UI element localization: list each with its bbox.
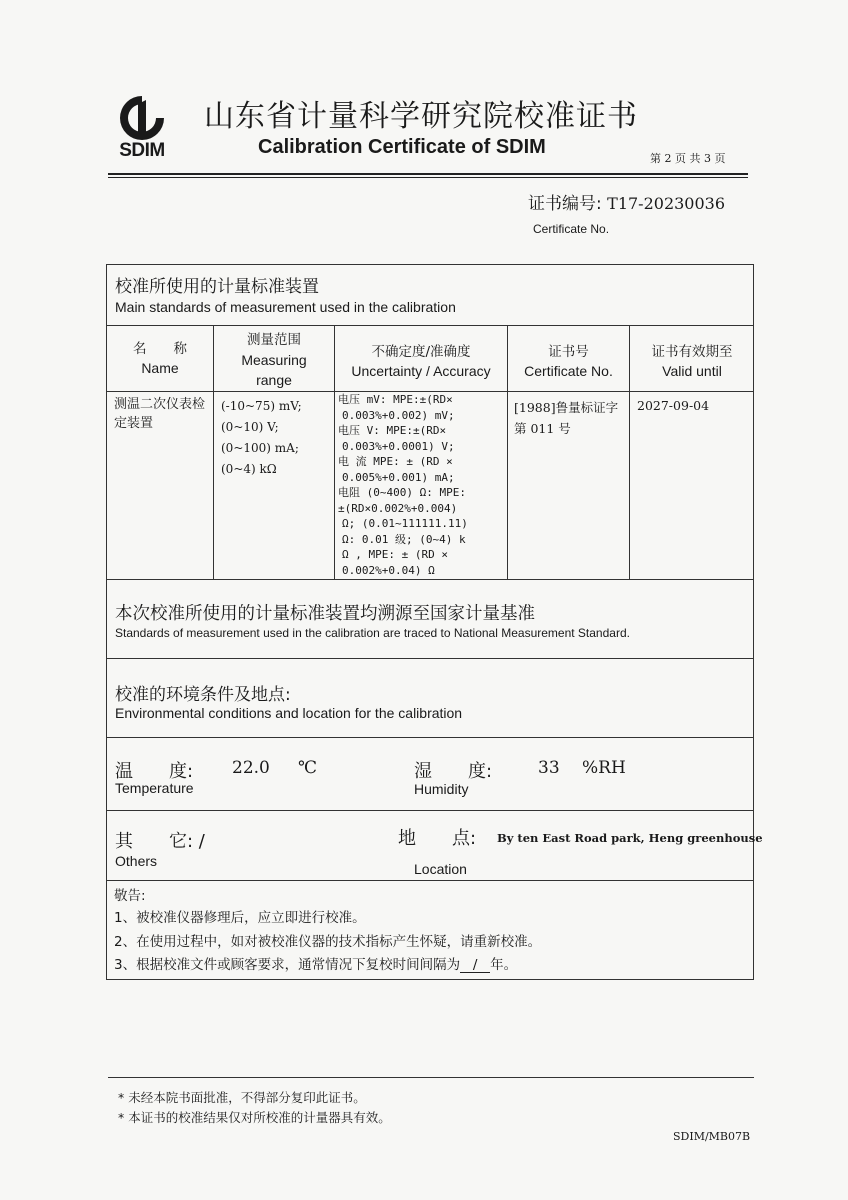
title-english: Calibration Certificate of SDIM <box>258 136 546 158</box>
temperature-label-en: Temperature <box>115 780 194 796</box>
range-line: (0~4) kΩ <box>221 462 277 476</box>
certificate-number-value: T17-20230036 <box>607 194 726 213</box>
humidity-label-en: Humidity <box>414 781 469 797</box>
standard-range <box>221 396 331 480</box>
column-header-zh: 证书号 <box>548 344 589 360</box>
accuracy-line: 电压 mV: MPE:±(RD× <box>338 393 453 406</box>
traceability-heading-en: Standards of measurement used in the calibration are traced to National Measurement Standard. <box>115 626 630 640</box>
recalibration-interval-value: / <box>460 958 490 973</box>
accuracy-line: 电压 V: MPE:±(RD× <box>338 424 447 437</box>
column-header-zh: 名 称 <box>133 341 187 357</box>
logo-text: SDIM <box>119 140 165 161</box>
header-rule-thick <box>108 173 748 175</box>
column-header-zh: 测量范围 <box>247 332 301 348</box>
accuracy-line: 电阻 (0~400) Ω: MPE: <box>338 486 466 499</box>
header-rule-thin <box>108 177 748 178</box>
standard-valid-until: 2027-09-04 <box>637 398 710 413</box>
notice-item-2: 2、在使用过程中，如对被校准仪器的技术指标产生怀疑，请重新校准。 <box>114 934 542 950</box>
divider <box>106 737 754 738</box>
accuracy-line: Ω , MPE: ± (RD × <box>342 548 448 561</box>
range-line: (0~10) V; <box>221 420 279 434</box>
temperature-value: 22.0 <box>232 758 270 778</box>
range-line: (-10~75) mV; <box>221 399 302 413</box>
others-label-zh: 其 它: / <box>115 831 205 852</box>
divider <box>106 325 754 326</box>
standards-heading-en: Main standards of measurement used in the calibration <box>115 299 456 315</box>
column-header-range <box>214 331 334 390</box>
accuracy-line: 0.003%+0.0001) V; <box>342 439 455 453</box>
column-header-en: Certificate No. <box>524 363 613 379</box>
footer-note-1: * 未经本院书面批准，不得部分复印此证书。 <box>118 1090 366 1105</box>
accuracy-line: Ω: 0.01 级; (0~4) k <box>342 532 466 546</box>
range-line: (0~100) mA; <box>221 441 299 455</box>
certificate-number-label-en: Certificate No. <box>533 222 610 236</box>
divider <box>106 579 754 580</box>
column-header-en: Valid until <box>662 363 722 379</box>
location-value: By ten East Road park, Heng greenhouse <box>497 831 763 845</box>
accuracy-line: 电 流 MPE: ± (RD × <box>338 455 453 468</box>
accuracy-line: 0.005%+0.001) mA; <box>342 470 455 484</box>
column-header-name <box>107 340 213 378</box>
humidity-value: 33 <box>538 758 560 778</box>
certificate-number <box>528 189 725 214</box>
environment-heading-en: Environmental conditions and location for the calibration <box>115 705 463 721</box>
divider <box>106 658 754 659</box>
others-label-en: Others <box>115 853 158 869</box>
column-header-zh: 不确定度/准确度 <box>371 344 471 360</box>
environment-heading-zh: 校准的环境条件及地点: <box>115 685 291 705</box>
footer-rule <box>108 1077 754 1078</box>
location-label-zh: 地 点: <box>398 828 477 849</box>
accuracy-line: 0.003%+0.002) mV; <box>342 408 455 422</box>
sdim-emblem-icon <box>116 94 168 142</box>
title-chinese: 山东省计量科学研究院校准证书 <box>204 99 638 134</box>
form-code: SDIM/MB07B <box>673 1130 751 1143</box>
notice-item-3-text: 3、根据校准文件或顾客要求，通常情况下复校时间间隔为 <box>114 957 461 973</box>
sdim-logo <box>108 94 176 164</box>
certificate-number-label: 证书编号: <box>528 194 602 214</box>
humidity-unit: %RH <box>582 758 626 778</box>
divider <box>106 880 754 881</box>
column-header-accuracy <box>335 343 507 381</box>
divider <box>106 810 754 811</box>
standard-name: 测温二次仪表检定装置 <box>114 397 206 431</box>
column-header-valid-until <box>630 343 754 381</box>
notice-title: 敬告: <box>114 888 146 904</box>
accuracy-line: ±(RD×0.002%+0.004) <box>338 501 458 515</box>
accuracy-line: Ω; (0.01~111111.11) <box>342 517 468 530</box>
notice-item-3 <box>114 953 517 973</box>
notice-item-1: 1、被校准仪器修理后，应立即进行校准。 <box>114 910 366 926</box>
column-header-zh: 证书有效期至 <box>651 344 733 360</box>
column-header-certificate <box>508 343 629 381</box>
page-indicator: 第 2 页 共 3 页 <box>650 152 726 165</box>
accuracy-line: 0.002%+0.04) Ω <box>342 563 435 577</box>
standard-certificate: [1988]鲁量标证字第 011 号 <box>514 400 619 436</box>
standard-accuracy <box>338 392 506 578</box>
traceability-heading-zh: 本次校准所使用的计量标准装置均溯源至国家计量基准 <box>115 604 535 624</box>
humidity-label-zh: 湿 度: <box>414 761 493 782</box>
temperature-unit: ℃ <box>298 758 318 778</box>
column-header-en: Uncertainty / Accuracy <box>351 363 491 379</box>
standards-heading-zh: 校准所使用的计量标准装置 <box>115 277 319 297</box>
temperature-label-zh: 温 度: <box>115 761 194 782</box>
column-header-en: Measuring range <box>241 352 307 388</box>
column-header-en: Name <box>141 360 179 376</box>
footer-note-2: * 本证书的校准结果仅对所校准的计量器具有效。 <box>118 1110 391 1125</box>
location-label-en: Location <box>414 861 467 877</box>
notice-item-3-suffix: 年。 <box>490 957 518 973</box>
